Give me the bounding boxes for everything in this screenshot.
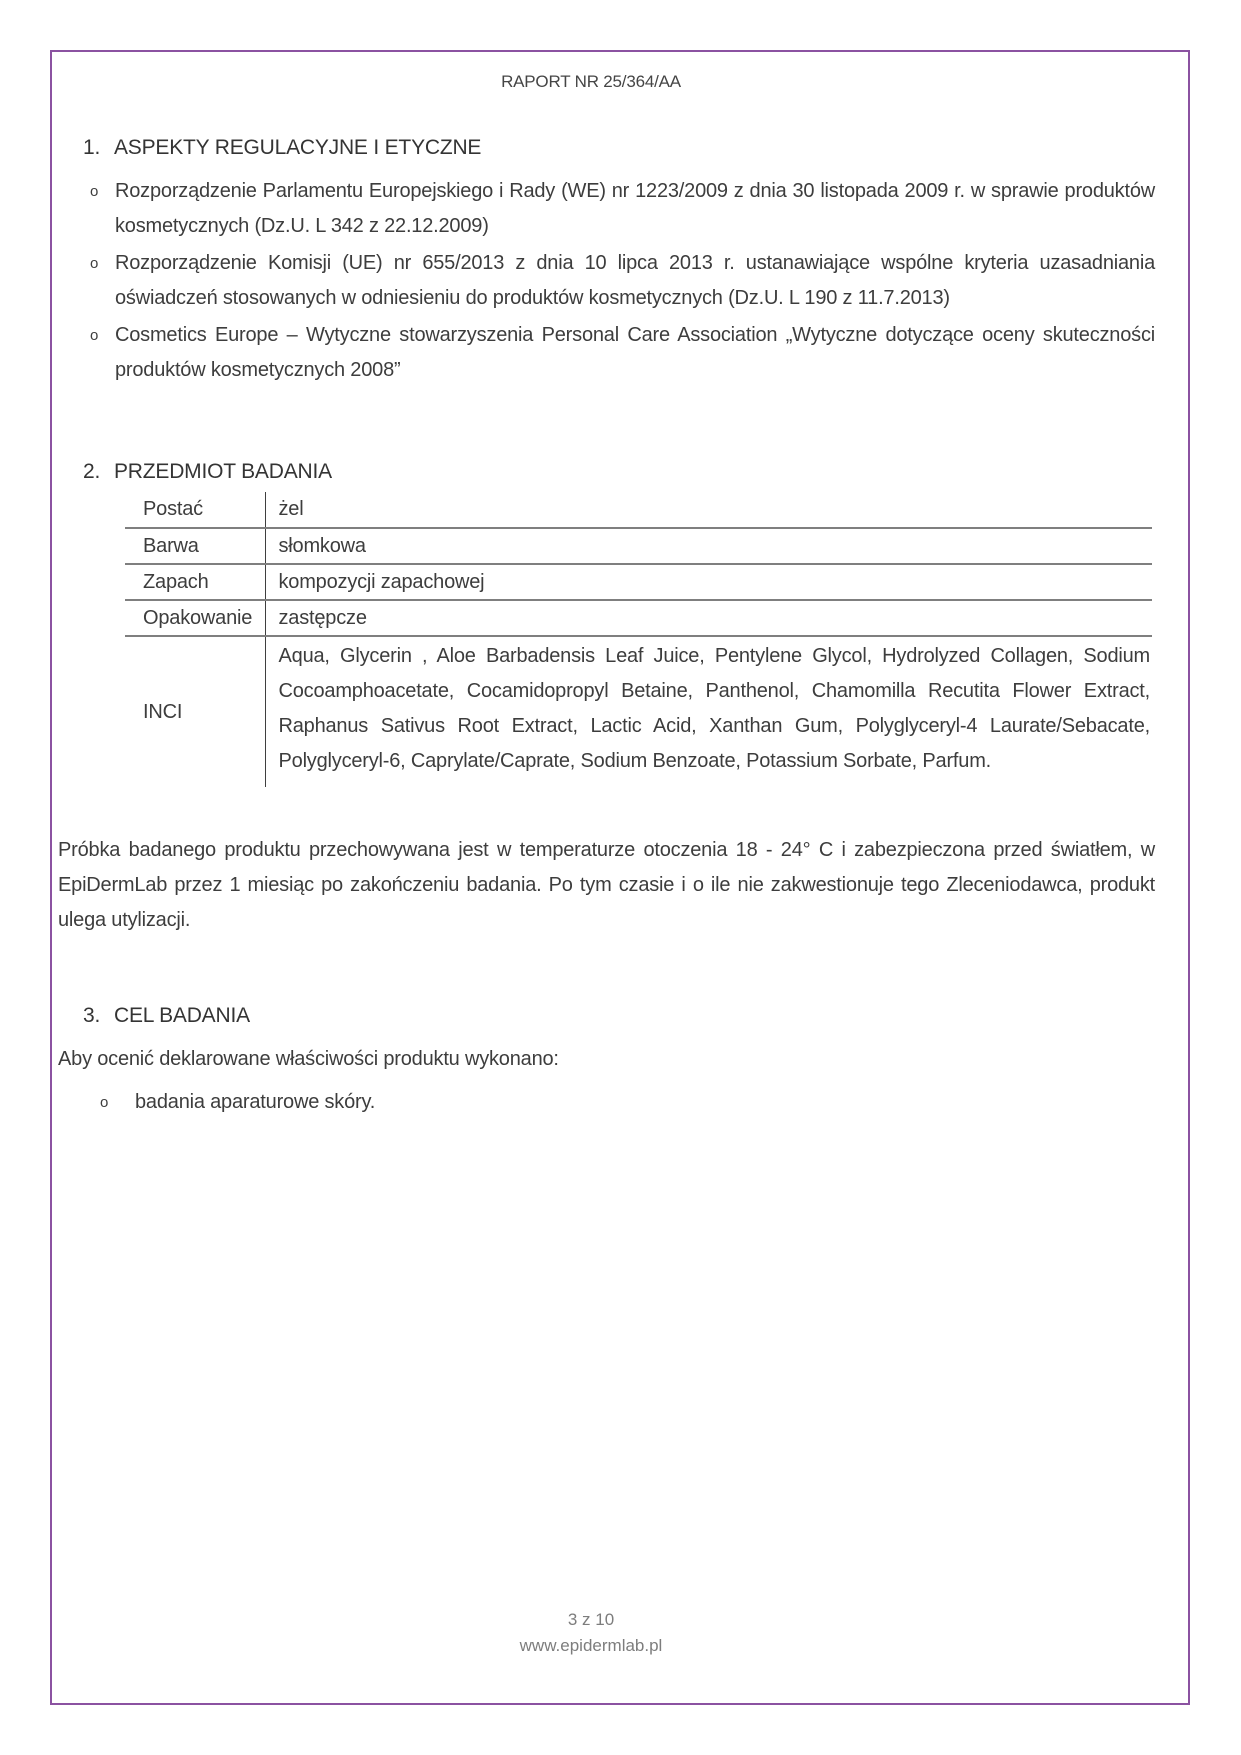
- bullet-text: badania aparaturowe skóry.: [135, 1091, 376, 1113]
- section-1-number: 1.: [83, 136, 101, 159]
- section-3-number: 3.: [83, 1004, 101, 1027]
- bullet-marker: o: [90, 183, 99, 200]
- regulatory-list: [90, 174, 1155, 388]
- section-goal: [52, 1004, 1188, 1120]
- table-row-value: Aqua, Glycerin , Aloe Barbadensis Leaf Juice, Pentylene Glycol, Hydrolyzed Collagen, Sodium Cocoamphoacetate, Cocamidopropyl Betaine, Panthenol, Chamomilla Recutita Flower Extract, Raphanus Sativus Root Extract, Lactic Acid, Xanthan Gum, Polyglyceryl-4 Laurate/Sebacate, Polyglyceryl-6, Caprylate/Caprate, Sodium Benzoate, Potassium Sorbate, Parfum.: [278, 645, 1150, 772]
- table-row-label: INCI: [125, 636, 265, 787]
- bullet-text: Rozporządzenie Parlamentu Europejskiego i Rady (WE) nr 1223/2009 z dnia 30 listopada 2009 r. w sprawie produktów kosmetycznych (Dz.U. L 342 z 22.12.2009): [115, 180, 1155, 237]
- table-row-label: Barwa: [125, 528, 265, 564]
- bullet-marker: o: [90, 327, 99, 344]
- website-url: www.epidermlab.pl: [519, 1636, 663, 1655]
- section-3-title: CEL BADANIA: [114, 1004, 250, 1027]
- table-row-value: słomkowa: [265, 528, 1152, 564]
- table-row-label: Zapach: [125, 564, 265, 600]
- page-border: [50, 50, 1190, 1705]
- list-item: [90, 246, 1155, 316]
- page-footer: [52, 1607, 1188, 1659]
- product-table: [125, 492, 1152, 787]
- bullet-marker: o: [90, 255, 99, 272]
- section-regulatory: [52, 136, 1188, 388]
- list-item: [100, 1085, 1155, 1120]
- section-2-title: PRZEDMIOT BADANIA: [114, 460, 332, 483]
- table-row: [125, 528, 1152, 564]
- table-row: [125, 600, 1152, 636]
- goal-intro: Aby ocenić deklarowane właściwości produktu wykonano:: [58, 1048, 559, 1070]
- goal-list: [100, 1085, 1155, 1120]
- storage-note: Próbka badanego produktu przechowywana jest w temperaturze otoczenia 18 - 24° C i zabezpieczona przed światłem, w EpiDermLab przez 1 miesiąc po zakończeniu badania. Po tym czasie i o ile nie zakwestionuje tego Zleceniodawca, produkt ulega utylizacji.: [58, 839, 1155, 931]
- bullet-marker: o: [100, 1094, 109, 1111]
- section-2-heading: [83, 460, 1155, 484]
- table-row-label: Postać: [125, 492, 265, 528]
- table-row-value: żel: [265, 492, 1152, 528]
- section-1-title: ASPEKTY REGULACYJNE I ETYCZNE: [114, 136, 482, 159]
- table-row: [125, 492, 1152, 528]
- section-2-number: 2.: [83, 460, 101, 483]
- section-3-heading: [83, 1004, 1155, 1028]
- table-row-value: kompozycji zapachowej: [265, 564, 1152, 600]
- bullet-text: Rozporządzenie Komisji (UE) nr 655/2013 z dnia 10 lipca 2013 r. ustanawiające wspólne kryteria uzasadniania oświadczeń stosowanych w odniesieniu do produktów kosmetycznych (Dz.U. L 190 z 11.7.2013): [115, 252, 1155, 309]
- list-item: [90, 174, 1155, 244]
- section-1-heading: [83, 136, 1155, 160]
- table-row: [125, 636, 1152, 787]
- table-row: [125, 564, 1152, 600]
- table-row-label: Opakowanie: [125, 600, 265, 636]
- list-item: [90, 318, 1155, 388]
- page-number: 3 z 10: [567, 1610, 615, 1629]
- bullet-text: Cosmetics Europe – Wytyczne stowarzyszenia Personal Care Association „Wytyczne dotyczące oceny skuteczności produktów kosmetycznych 2008”: [115, 324, 1155, 381]
- section-subject: [52, 460, 1188, 787]
- table-row-value: zastępcze: [265, 600, 1152, 636]
- report-number-header: RAPORT NR 25/364/AA: [501, 72, 681, 91]
